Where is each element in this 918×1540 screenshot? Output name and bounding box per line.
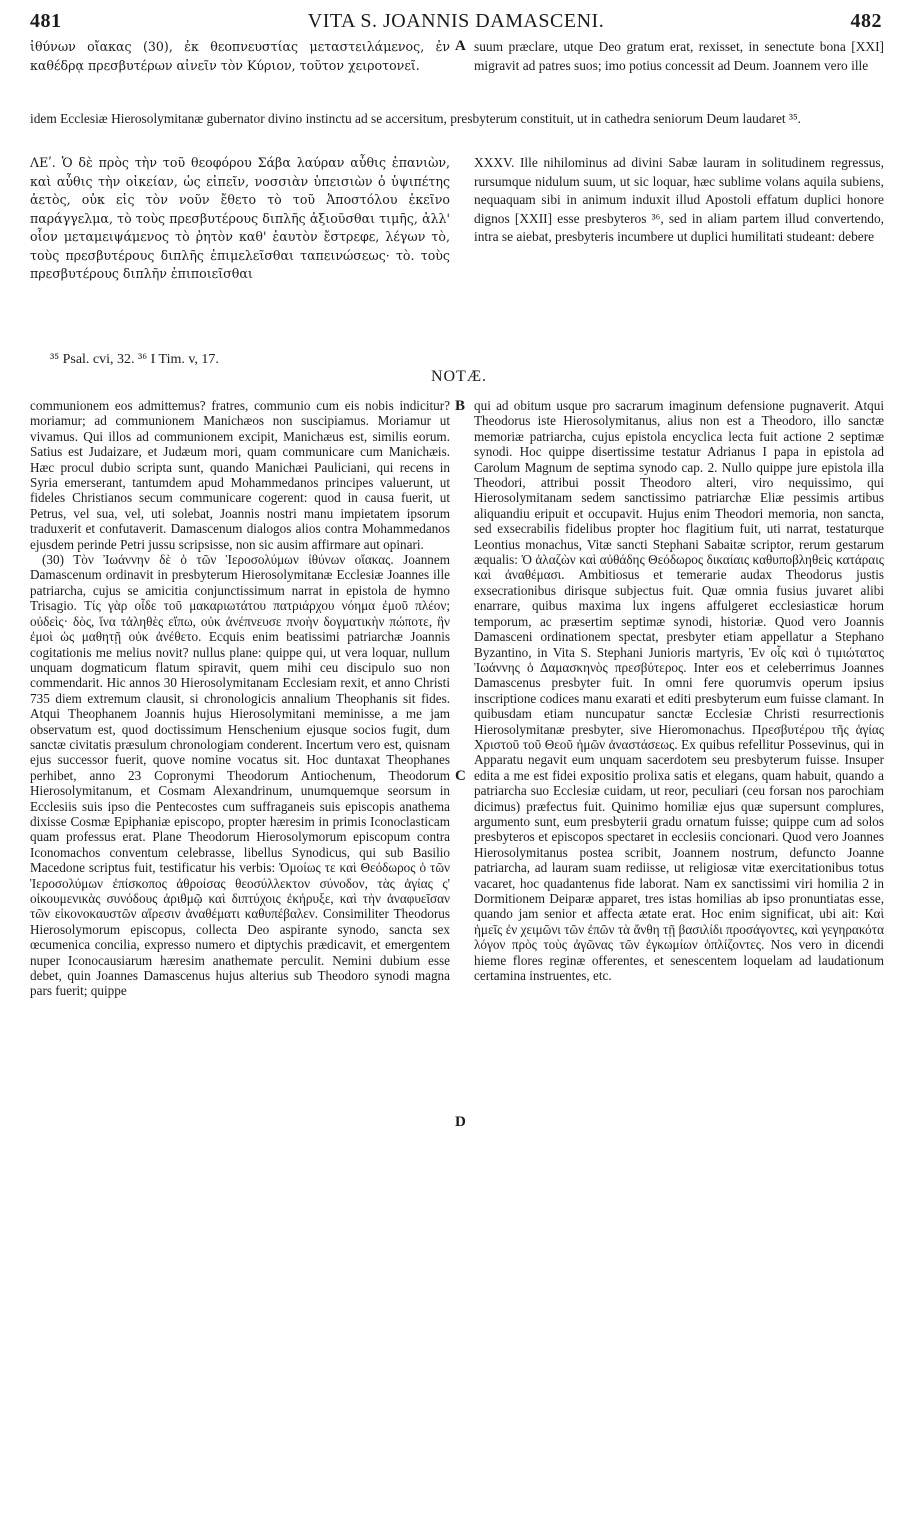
margin-marker-d: D xyxy=(455,1114,466,1130)
running-title: VITA S. JOANNIS DAMASCENI. xyxy=(307,10,605,32)
footnotes: ³⁵ Psal. cvi, 32. ³⁶ I Tim. v, 17. xyxy=(50,352,219,367)
latin-section-35: XXXV. Ille nihilominus ad divini Sabæ lauram in solitudinem regressus, rursumque nidulum suum, ut sic loquar, hæc sublime volans aquila subiens, nequaquam sibi in animum induxit illud Apostoli effatum duplici honore dignos [XXII] esse presbyteros ³⁶, sed in aliam partem illud convertendo, intra se aiebat, presbyteris incumbere ut duplici humilitati studeant: debere xyxy=(474,155,884,244)
running-header xyxy=(30,10,882,36)
latin-text-top: suum præclare, utque Deo gratum erat, rexisset, in senectute bona [XXI] migravit ad patres suos; imo potius concessit ad Deum. Joannem vero ille xyxy=(474,39,884,73)
greek-section-35: ΛΕʹ. Ὁ δὲ πρὸς τὴν τοῦ θεοφόρου Σάβα λαύραν αὖθις ἐπανιὼν, καὶ αὖθις τὴν οἰκείαν, ὡς εἰπεῖν, νοσσιὰν ὑπεισιὼν ὁ ὑψιπέτης ἀετὸς, οὐκ εἰς τὸν νοῦν ἔθετο τὸ τοῦ Ἀποστόλου ἐκεῖνο παράγγελμα, τὸ τοὺς πρεσβυτέρους διπλῆς ἀξιοῦσθαι τιμῆς, ἀλλ' οἷον μεταμειψάμενος τὸ ῥητὸν καθ' ἑαυτὸν ἔστρεφε, λέγων τὸ, τοὺς πρεσβυτέρους διπλῆς ἐπιμελεῖσθαι ταπεινώσεως· τὸ. τοὺς πρεσβυτέρους διπλῆν ἐπιποιεῖσθαι xyxy=(30,155,450,281)
margin-marker-b: B xyxy=(455,398,466,414)
latin-text-span: idem Ecclesiæ Hierosolymitanæ gubernator divino instinctu ad se accersitum, presbyterum constituit, ut in cathedra seniorum Deum laudaret ³⁵. xyxy=(30,111,802,126)
margin-marker-a: A xyxy=(455,38,466,54)
note-paragraph: (30) Τὸν Ἰωάννην δὲ ὁ τῶν Ἱεροσολύμων ἰθύνων οἴακας. Joannem Damascenum ordinavit in presbyterum Hierosolymitanæ Ecclesiæ Joannes ille patriarcha, cujus se amicitia conjunctissimum narrat in epistola de hymno Trisagio. Τίς γὰρ οἶδε τοῦ μακαριωτάτου πατριάρχου νόημα ἐμοῦ πλέον; οὐδεὶς· δὸς, ἵνα τἀληθὲς εἴπω, οὐκ ἀνέπνευσε πνοὴν δογματικὴν πώποτε, ἣν ἐμοὶ ὡς μαθητῇ οὐκ ἀνέθετο. Ecquis enim beatissimi patriarchæ Joannis cogitationis me melius novit? nullus plane: quippe qui, ut vera loquar, nullum unquam dogmaticum flatum spiravit, quem mihi ceu discipulo suo non commendarit. Hic annos 30 Hierosolymitanam Ecclesiam rexit, et anno Christi 735 diem extremum clausit, si chronologicis annalium Theophanis sit fides. Atqui Theophanem Joannis hujus Hierosolymitani meminisse, a me jam observatum est, quod doctissimum Henschenium ejusque socios fugit, dum sanctæ civitatis præsulum chronologiam conderent. Incertum vero est, quisnam ejus successor fuerit, quove nomine vocatus sit. Hoc duntaxat Theophanes perhibet, anno 23 Copronymi Theodorum Antiochenum, Theodorum Hierosolymitanum, et Cosmam Alexandrinum, unumquemque seorsum in Ecclesiis suis ipso die Pentecostes cum suffraganeis suis episcopis anathema dixisse Cosmæ Epiphaniæ episcopo, propter hæresim in primis Iconoclasticam quam professus erat. Plane Theodorum Hierosolymorum episcopum contra Iconomachos conventum celebrasse, libellus Synodicus, qui sub Basilio Macedone scriptus fuit, testificatur his verbis: Ὁμοίως τε καὶ Θεόδωρος ὁ τῶν Ἱεροσολύμων ἐπίσκοπος ἀθροίσας θεοσύλλεκτον σύνοδον, τὰς ἁγίας ς' οἰκουμενικὰς συνόδους ἀριθμῷ καὶ διπτύχοις ἐκήρυξε, καὶ τὴν ἀναφυεῖσαν τῶν εἰκονοκαυστῶν αἵρεσιν ἀναθέματι καθυπέβαλεν. Consimiliter Theodorus Hierosolymorum episcopus, collecta Deo aspirante synodo, sancta sex œcumenica concilia, expresso numero et diptychis prædicavit, et emergentem nuper Iconocausiarum hæresim anathemate perculit. Nemini dubium esse debet, quin Joannes Damascenus hujus alterius sub Theodoro synodi magna pars fuerit; quippe xyxy=(30,552,450,999)
page-number-right: 482 xyxy=(850,10,882,32)
note-paragraph: communionem eos admittemus? fratres, communio cum eis nobis indicitur? moriamur; ad communionem Manichæos non suscipiamus. Moriamur ut vivamus. Qui illos ad communionem excipit, Manichæus est, similis eorum. Satius est Judaizare, et Judæum mori, quam communicare cum Manichæis. Hæc procul dubio scripta sunt, quando Manichæi Pauliciani, qui recens in Syria emerserant, tantumdem apud Mohammedanos principes valuerunt, ut fideles Christianos secum communicare cogerent: quod in causa fuerit, ut Petrus, vel sua, vel, uti solebat, Joannis nostri manu impietatem ipsorum traduxerit et confutaverit. Damascenum dialogos alios contra Mohammedanos ejusdem perinde Petri jussu scripsisse, non sic ausim affirmare aut opinari. xyxy=(30,398,450,552)
notes-heading: NOTÆ. xyxy=(430,368,488,385)
page-number-left: 481 xyxy=(30,10,62,32)
note-paragraph: qui ad obitum usque pro sacrarum imaginum defensione pugnaverit. Atqui Theodorus iste Hierosolymitanus, alius non est a Theodoro, illo sanctæ memoriæ patriarcha, cujus epistola encyclica lecta fuit actione 2 septimæ synodi. Hoc quippe disertissime testatur Adrianus I papa in epistola ad Carolum Magnum de septima synodo cap. 2. Nullo quippe jure epistola illa Theodori, attribui possit Theodoro alteri, viro nequissimo, qui Hierosolymitanam sedem sanctissimo patriarchæ Eliæ pessimis artibus aliquandiu eripuit et occupavit. Hujus enim Theodori memoria, non sancta, sed exsecrabilis fidelibus propter hoc flagitium fuit, uti narrat, testaturque Leontius monachus, Vitæ sancti Stephani Sabaitæ scriptor, rerum gestarum æqualis: Ὁ ἀλαζὼν καὶ αὐθάδης Θεόδωρος δικαίαις καθυποβληθεὶς κατάραις καὶ ἀναθέμασι. Ambitiosus et temerarie audax Theodorus justis exsecrationibus dirisque subjectus fuit. Quæ omnia fusius juvaret alibi enarrare, quibus maxima lux ingens affulgeret ecclesiasticæ horum temporum, ac præsertim septimæ synodi, historiæ. Quod vero Joannis Damasceni ordinationem spectat, presbyter etiam appellatur a Stephano Byzantino, in Vita S. Stephani Junioris martyris, Ἐν οἷς καὶ ὁ τιμιώτατος Ἰωάννης ὁ Δαμασκηνὸς πρεσβύτερος. Inter eos et celeberrimus Joannes Damascenus presbyter fuit. In omni fere quorumvis operum ipsius inscriptione codices manu exarati et editi presbyterum eum fuisse clamant. In quibusdam etiam nuncupatur sanctæ Ecclesiæ Christi resurrectionis Hierosolymitanæ presbyter, sive Hieromonachus. Πρεσβυτέρου τῆς ἁγίας Χριστοῦ τοῦ Θεοῦ ἡμῶν ἀναστάσεως. Ex quibus refellitur Possevinus, qui in Apparatu negavit eum unquam sacerdotem seu presbyterum fuisse. Insuper edita a me est fidei expositio prolixa satis et elegans, quam habuit, quando a patriarcha suo Ecclesiæ cuidam, ut reor, peculiari (ceu forsan nos parochiam dicimus) præfectus fuit. Quinimo homiliæ ejus quæ supersunt complures, argumento sunt, eum presbyterii gradu ornatum fuisse; quippe cum ad solos presbyteros et episcopos spectaret in ecclesiis concionari. Quod vero Joannes Hierosolymitanus postea scribit, Joannem nostrum, defuncto Joanne patriarcha, ad lauram suam rediisse, ut religiosæ vitæ exercitationibus totus vacaret, hoc quadantenus fide laborat. Nam ex sanctissimi viri homilia 2 in Dormitionem Deiparæ apparet, tres istas homilias ab ipso pronuntiatas esse, quando jam senior et affecta ætate erat. Hoc enim significat, ubi ait: Καὶ ἡμεῖς ἐν χειμῶνι τῶν ἐπῶν τὰ ἄνθη τῇ βασιλίδι προσάγοντες, καὶ γεγηρακότα λόγον πρὸς τοὺς ἀγῶνας τῶν ἐγκωμίων ὁπλίζοντες. Nos vero in dicendi hieme flores reginæ offerentes, et senescentem loquelam ad laudationum certamina instruentes, etc. xyxy=(474,398,884,984)
margin-marker-c: C xyxy=(455,768,466,784)
notes-right-column xyxy=(474,398,884,983)
notes-left-column xyxy=(30,398,450,999)
greek-text-top: ἰθύνων οἴακας (30), ἐκ θεοπνευστίας μεταστειλάμενος, ἐν καθέδρᾳ πρεσβυτέρων αἰνεῖν τὸν Κύριον, τοῦτον χειροτονεῖ. xyxy=(30,39,450,73)
